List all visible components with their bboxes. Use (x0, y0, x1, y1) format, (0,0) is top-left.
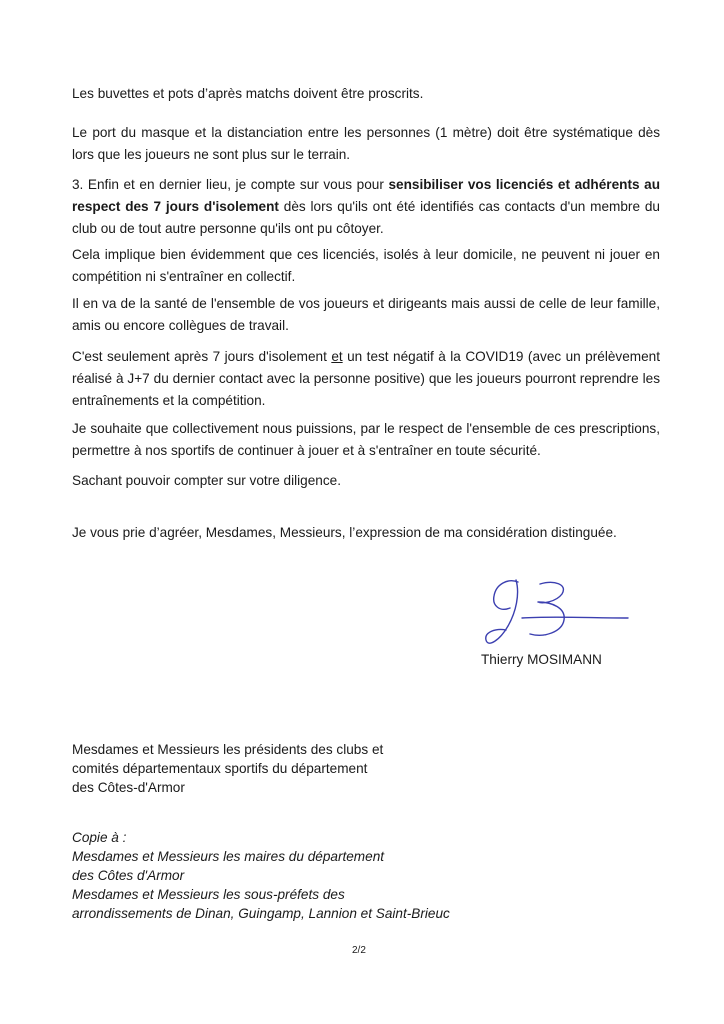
paragraph-test-start: C'est seulement après 7 jours d'isolement (72, 349, 332, 364)
addressee-line: des Côtes-d'Armor (72, 780, 185, 795)
copy-line: Mesdames et Messieurs les sous-préfets des (72, 887, 345, 902)
paragraph-test (72, 346, 660, 412)
paragraph-isolement-end: dès lors qu'ils ont été identifiés cas contacts d'un membre du club ou de tout autre personne qu'ils ont pu côtoyer. (72, 199, 660, 236)
addressee-line: Mesdames et Messieurs les présidents des clubs et (72, 742, 384, 757)
paragraph-test-end: un test négatif à la COVID19 (avec un prélèvement réalisé à J+7 du dernier contact avec la personne positive) que les joueurs pourront reprendre les entraînements et la compétition. (72, 349, 660, 408)
paragraph-sante: Il en va de la santé de l'ensemble de vos joueurs et dirigeants mais aussi de celle de leur famille, amis ou encore collègues de travail. (72, 296, 660, 333)
paragraph-buvettes: Les buvettes et pots d’après matchs doivent être proscrits. (72, 86, 424, 101)
handwritten-signature (482, 572, 632, 654)
signatory-name: Thierry MOSIMANN (481, 652, 602, 667)
addressee-line: comités départementaux sportifs du département (72, 761, 368, 776)
paragraph-licencies: Cela implique bien évidemment que ces licenciés, isolés à leur domicile, ne peuvent ni jouer en compétition ni s'entraîner en collectif. (72, 247, 660, 284)
copy-line: Mesdames et Messieurs les maires du département (72, 849, 385, 864)
paragraph-souhait: Je souhaite que collectivement nous puissions, par le respect de l'ensemble de ces prescriptions, permettre à nos sportifs de continuer à jouer et à s'entraîner en toute sécurité. (72, 421, 660, 458)
copy-heading: Copie à : (72, 830, 127, 845)
paragraph-isolement-start: 3. Enfin et en dernier lieu, je compte sur vous pour (72, 177, 389, 192)
paragraph-isolement-bold: sensibiliser vos licenciés et adhérents au respect des 7 jours d'isolement (72, 177, 660, 214)
copy-block (72, 828, 492, 923)
paragraph-test-underlined: et (331, 349, 343, 364)
page-number: 2/2 (352, 945, 366, 956)
paragraph-masque: Le port du masque et la distanciation entre les personnes (1 mètre) doit être systématique dès lors que les joueurs ne sont plus sur le terrain. (72, 125, 660, 162)
addressee-block (72, 740, 472, 797)
paragraph-formule: Je vous prie d’agréer, Mesdames, Messieurs, l’expression de ma considération distinguée. (72, 525, 617, 540)
copy-line: des Côtes d'Armor (72, 868, 185, 883)
paragraph-isolement (72, 174, 660, 240)
paragraph-diligence: Sachant pouvoir compter sur votre diligence. (72, 473, 341, 488)
copy-line: arrondissements de Dinan, Guingamp, Lannion et Saint-Brieuc (72, 906, 450, 921)
